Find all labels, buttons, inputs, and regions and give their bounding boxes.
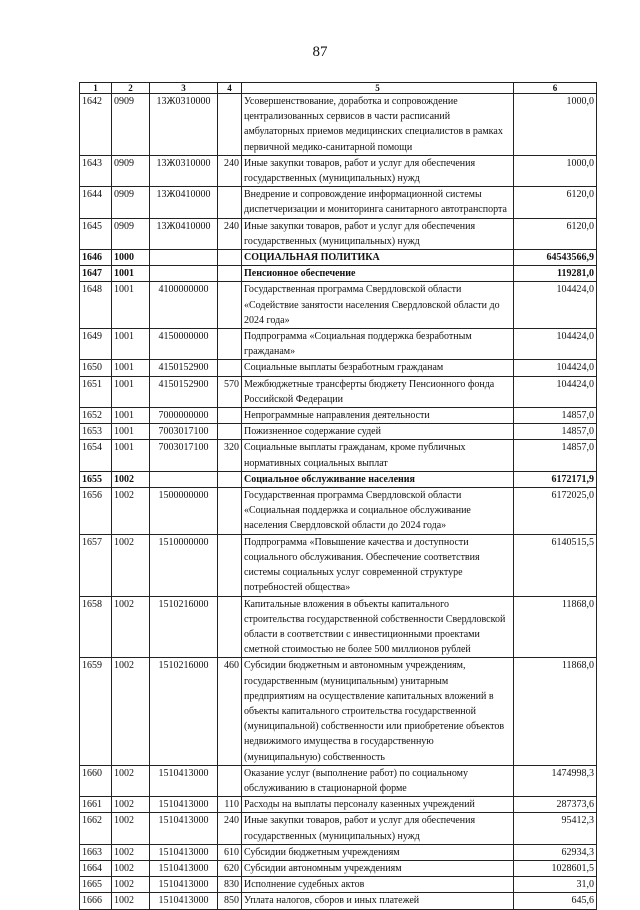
section-code-cell: 1002 [112, 534, 150, 596]
item-name-cell: Иные закупки товаров, работ и услуг для обеспечения государственных (муниципальных) нужд [242, 218, 514, 249]
table-row [80, 187, 597, 218]
section-code-cell: 1001 [112, 329, 150, 360]
row-number-cell: 1648 [80, 282, 112, 329]
amount-cell: 1000,0 [514, 155, 597, 186]
row-number-cell: 1660 [80, 765, 112, 796]
row-number-cell: 1647 [80, 266, 112, 282]
expense-type-cell [218, 282, 242, 329]
amount-cell: 14857,0 [514, 424, 597, 440]
table-row [80, 658, 597, 765]
amount-cell: 119281,0 [514, 266, 597, 282]
expense-type-cell: 850 [218, 893, 242, 909]
item-name-cell: СОЦИАЛЬНАЯ ПОЛИТИКА [242, 250, 514, 266]
table-row [80, 534, 597, 596]
target-article-cell: 7003017100 [150, 424, 218, 440]
budget-table [79, 82, 597, 910]
amount-cell: 1028601,5 [514, 860, 597, 876]
column-header: 5 [242, 83, 514, 94]
expense-type-cell: 240 [218, 813, 242, 844]
expense-type-cell [218, 187, 242, 218]
table-row [80, 813, 597, 844]
amount-cell: 11868,0 [514, 658, 597, 765]
item-name-cell: Внедрение и сопровождение информационной системы диспетчеризации и мониторинга санитарного автотранспорта [242, 187, 514, 218]
expense-type-cell [218, 360, 242, 376]
amount-cell: 104424,0 [514, 376, 597, 407]
column-header: 4 [218, 83, 242, 94]
table-row [80, 282, 597, 329]
row-number-cell: 1642 [80, 94, 112, 156]
target-article-cell: 4100000000 [150, 282, 218, 329]
column-header: 2 [112, 83, 150, 94]
section-code-cell: 1001 [112, 376, 150, 407]
row-number-cell: 1656 [80, 488, 112, 535]
item-name-cell: Подпрограмма «Повышение качества и доступности социального обслуживания. Обеспечение соответствия системы социальных услуг современной структуре потребностей общества» [242, 534, 514, 596]
target-article-cell [150, 250, 218, 266]
section-code-cell: 1002 [112, 488, 150, 535]
item-name-cell: Уплата налогов, сборов и иных платежей [242, 893, 514, 909]
expense-type-cell [218, 250, 242, 266]
row-number-cell: 1645 [80, 218, 112, 249]
item-name-cell: Пожизненное содержание судей [242, 424, 514, 440]
item-name-cell: Усовершенствование, доработка и сопровождение централизованных сервисов в части расписаний амбулаторных приемов медицинских специалистов в рамках первичной медико-санитарной помощи [242, 94, 514, 156]
table-header [80, 83, 597, 94]
target-article-cell: 1510413000 [150, 893, 218, 909]
amount-cell: 14857,0 [514, 408, 597, 424]
target-article-cell: 13Ж0310000 [150, 94, 218, 156]
table-row [80, 797, 597, 813]
amount-cell: 6172025,0 [514, 488, 597, 535]
table-row [80, 440, 597, 471]
section-code-cell: 1002 [112, 797, 150, 813]
table-row [80, 376, 597, 407]
target-article-cell [150, 266, 218, 282]
target-article-cell: 1510216000 [150, 658, 218, 765]
target-article-cell: 13Ж0410000 [150, 218, 218, 249]
column-header: 1 [80, 83, 112, 94]
row-number-cell: 1666 [80, 893, 112, 909]
section-code-cell: 1001 [112, 424, 150, 440]
row-number-cell: 1657 [80, 534, 112, 596]
item-name-cell: Социальные выплаты гражданам, кроме публичных нормативных социальных выплат [242, 440, 514, 471]
amount-cell: 287373,6 [514, 797, 597, 813]
item-name-cell: Субсидии бюджетным и автономным учреждениям, государственным (муниципальным) унитарным предприятиям на осуществление капитальных вложений в объекты капитального строительства государственной (муниципальной) собственности или приобретение объектов недвижимого имущества в государственную (муниципальную) собственность [242, 658, 514, 765]
target-article-cell: 13Ж0310000 [150, 155, 218, 186]
target-article-cell: 1510216000 [150, 596, 218, 658]
row-number-cell: 1644 [80, 187, 112, 218]
expense-type-cell: 240 [218, 218, 242, 249]
expense-type-cell [218, 94, 242, 156]
page-number: 87 [312, 44, 328, 60]
expense-type-cell: 610 [218, 844, 242, 860]
row-number-cell: 1650 [80, 360, 112, 376]
expense-type-cell: 110 [218, 797, 242, 813]
item-name-cell: Иные закупки товаров, работ и услуг для обеспечения государственных (муниципальных) нужд [242, 155, 514, 186]
section-code-cell: 1002 [112, 877, 150, 893]
amount-cell: 1000,0 [514, 94, 597, 156]
table-row [80, 471, 597, 487]
item-name-cell: Подпрограмма «Социальная поддержка безработным гражданам» [242, 329, 514, 360]
table-row [80, 360, 597, 376]
section-code-cell: 0909 [112, 187, 150, 218]
item-name-cell: Непрограммные направления деятельности [242, 408, 514, 424]
row-number-cell: 1652 [80, 408, 112, 424]
target-article-cell [150, 471, 218, 487]
table-row [80, 94, 597, 156]
item-name-cell: Пенсионное обеспечение [242, 266, 514, 282]
table-row [80, 844, 597, 860]
expense-type-cell: 320 [218, 440, 242, 471]
table-body [80, 94, 597, 910]
target-article-cell: 1510413000 [150, 844, 218, 860]
target-article-cell: 1510000000 [150, 534, 218, 596]
item-name-cell: Социальные выплаты безработным гражданам [242, 360, 514, 376]
target-article-cell: 13Ж0410000 [150, 187, 218, 218]
table-row [80, 596, 597, 658]
section-code-cell: 1002 [112, 765, 150, 796]
amount-cell: 62934,3 [514, 844, 597, 860]
target-article-cell: 1500000000 [150, 488, 218, 535]
amount-cell: 104424,0 [514, 282, 597, 329]
expense-type-cell [218, 765, 242, 796]
amount-cell: 1474998,3 [514, 765, 597, 796]
item-name-cell: Капитальные вложения в объекты капитального строительства государственной собственности Свердловской области в соответствии с инвестиционными проектами сметной стоимостью не более 500 миллионов рублей [242, 596, 514, 658]
amount-cell: 95412,3 [514, 813, 597, 844]
amount-cell: 11868,0 [514, 596, 597, 658]
column-header: 6 [514, 83, 597, 94]
section-code-cell: 1002 [112, 471, 150, 487]
target-article-cell: 4150152900 [150, 360, 218, 376]
table-row [80, 860, 597, 876]
section-code-cell: 1001 [112, 360, 150, 376]
expense-type-cell [218, 266, 242, 282]
target-article-cell: 1510413000 [150, 813, 218, 844]
target-article-cell: 4150000000 [150, 329, 218, 360]
row-number-cell: 1651 [80, 376, 112, 407]
item-name-cell: Субсидии бюджетным учреждениям [242, 844, 514, 860]
expense-type-cell: 570 [218, 376, 242, 407]
item-name-cell: Иные закупки товаров, работ и услуг для обеспечения государственных (муниципальных) нужд [242, 813, 514, 844]
table-row [80, 877, 597, 893]
target-article-cell: 4150152900 [150, 376, 218, 407]
expense-type-cell: 460 [218, 658, 242, 765]
column-header: 3 [150, 83, 218, 94]
section-code-cell: 1000 [112, 250, 150, 266]
item-name-cell: Государственная программа Свердловской области «Социальная поддержка и социальное обслуживание населения Свердловской области до 2024 года» [242, 488, 514, 535]
item-name-cell: Расходы на выплаты персоналу казенных учреждений [242, 797, 514, 813]
section-code-cell: 1002 [112, 844, 150, 860]
expense-type-cell [218, 329, 242, 360]
row-number-cell: 1646 [80, 250, 112, 266]
section-code-cell: 0909 [112, 94, 150, 156]
amount-cell: 104424,0 [514, 360, 597, 376]
target-article-cell: 1510413000 [150, 797, 218, 813]
item-name-cell: Межбюджетные трансферты бюджету Пенсионного фонда Российской Федерации [242, 376, 514, 407]
table-row [80, 424, 597, 440]
row-number-cell: 1649 [80, 329, 112, 360]
item-name-cell: Субсидии автономным учреждениям [242, 860, 514, 876]
row-number-cell: 1655 [80, 471, 112, 487]
section-code-cell: 1001 [112, 266, 150, 282]
amount-cell: 645,6 [514, 893, 597, 909]
row-number-cell: 1665 [80, 877, 112, 893]
expense-type-cell: 620 [218, 860, 242, 876]
table-row [80, 155, 597, 186]
expense-type-cell [218, 488, 242, 535]
item-name-cell: Исполнение судебных актов [242, 877, 514, 893]
expense-type-cell [218, 534, 242, 596]
table-row [80, 329, 597, 360]
row-number-cell: 1643 [80, 155, 112, 186]
expense-type-cell [218, 596, 242, 658]
row-number-cell: 1662 [80, 813, 112, 844]
row-number-cell: 1663 [80, 844, 112, 860]
target-article-cell: 1510413000 [150, 765, 218, 796]
expense-type-cell [218, 424, 242, 440]
expense-type-cell: 240 [218, 155, 242, 186]
amount-cell: 6140515,5 [514, 534, 597, 596]
amount-cell: 6120,0 [514, 218, 597, 249]
row-number-cell: 1654 [80, 440, 112, 471]
section-code-cell: 1002 [112, 813, 150, 844]
row-number-cell: 1659 [80, 658, 112, 765]
item-name-cell: Государственная программа Свердловской области «Содействие занятости населения Свердловской области до 2024 года» [242, 282, 514, 329]
amount-cell: 64543566,9 [514, 250, 597, 266]
section-code-cell: 1001 [112, 408, 150, 424]
amount-cell: 14857,0 [514, 440, 597, 471]
section-code-cell: 1002 [112, 658, 150, 765]
amount-cell: 6172171,9 [514, 471, 597, 487]
item-name-cell: Социальное обслуживание населения [242, 471, 514, 487]
table-row [80, 218, 597, 249]
section-code-cell: 1001 [112, 282, 150, 329]
amount-cell: 31,0 [514, 877, 597, 893]
target-article-cell: 7000000000 [150, 408, 218, 424]
section-code-cell: 1001 [112, 440, 150, 471]
section-code-cell: 1002 [112, 596, 150, 658]
item-name-cell: Оказание услуг (выполнение работ) по социальному обслуживанию в стационарной форме [242, 765, 514, 796]
section-code-cell: 0909 [112, 218, 150, 249]
row-number-cell: 1658 [80, 596, 112, 658]
expense-type-cell [218, 471, 242, 487]
section-code-cell: 1002 [112, 893, 150, 909]
row-number-cell: 1661 [80, 797, 112, 813]
table-row [80, 250, 597, 266]
target-article-cell: 1510413000 [150, 860, 218, 876]
amount-cell: 6120,0 [514, 187, 597, 218]
section-code-cell: 1002 [112, 860, 150, 876]
section-code-cell: 0909 [112, 155, 150, 186]
expense-type-cell [218, 408, 242, 424]
table-row [80, 893, 597, 909]
table-row [80, 408, 597, 424]
amount-cell: 104424,0 [514, 329, 597, 360]
target-article-cell: 1510413000 [150, 877, 218, 893]
row-number-cell: 1653 [80, 424, 112, 440]
table-row [80, 488, 597, 535]
target-article-cell: 7003017100 [150, 440, 218, 471]
table-row [80, 765, 597, 796]
row-number-cell: 1664 [80, 860, 112, 876]
expense-type-cell: 830 [218, 877, 242, 893]
table-row [80, 266, 597, 282]
